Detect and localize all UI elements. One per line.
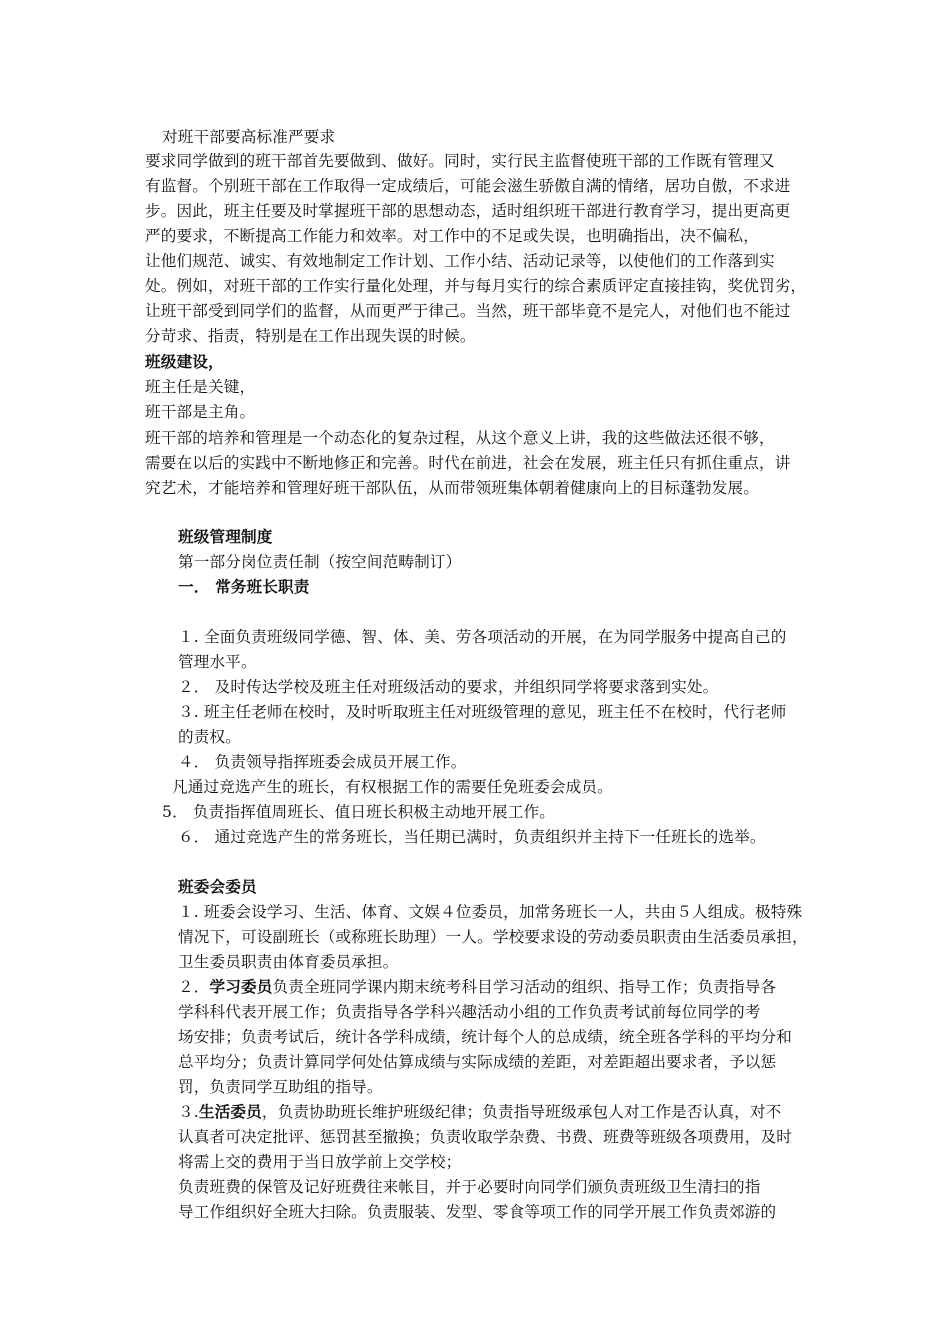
system-heading: 班级管理制度: [178, 527, 273, 546]
list-item: 将需上交的费用于当日放学前上交学校；: [178, 1153, 462, 1171]
list-item: 罚，负责同学互助组的指导。: [178, 1078, 383, 1096]
item-text: ，负责协助班长维护班级纪律；负责指导班级承包人对工作是否认真，对不: [261, 1103, 782, 1121]
list-item: 情况下，可设副班长（或称班长助理）一人。学校要求设的劳动委员职责由生活委员承担，: [178, 928, 808, 946]
paragraph-line: 班干部是主角。: [145, 403, 256, 421]
part1-heading: 第一部分岗位责任制（按空间范畴制订）: [178, 553, 462, 571]
list-item: [178, 1102, 781, 1122]
item-number: ３.: [178, 1103, 199, 1121]
list-item: １. 班委会设学习、生活、体育、文娱４位委员，加常务班长一人，共由５人组成。极特殊: [178, 903, 803, 921]
paragraph-line: 需要在以后的实践中不断地修正和完善。时代在前进，社会在发展，班主任只有抓住重点，讲: [145, 454, 791, 472]
list-item: 的责权。: [178, 728, 241, 746]
list-item: [178, 977, 776, 997]
paragraph-line: 究艺术，才能培养和管理好班干部队伍，从而带领班集体朝着健康向上的目标蓬勃发展。: [145, 479, 760, 497]
list-item: 负责班费的保管及记好班费往来帐目，并于必要时向同学们颁负责班级卫生清扫的指: [178, 1178, 761, 1196]
committee-heading: 班委会委员: [178, 877, 257, 896]
list-item: 总平均分；负责计算同学何处估算成绩与实际成绩的差距，对差距超出要求者，予以惩: [178, 1053, 777, 1071]
paragraph-line: 严的要求，不断提高工作能力和效率。对工作中的不足或失误，也明确指出，决不偏私，: [145, 227, 760, 245]
paragraph-line: 步。因此，班主任要及时掌握班干部的思想动态，适时组织班干部进行教育学习，提出更高更: [145, 202, 791, 220]
study-committee-term: 学习委员: [209, 977, 273, 996]
list-item: 5． 负责指挥值周班长、值日班长积极主动地开展工作。: [162, 803, 556, 821]
paragraph-line: 要求同学做到的班干部首先要做到、做好。同时，实行民主监督使班干部的工作既有管理又: [145, 152, 775, 170]
list-item: １. 全面负责班级同学德、智、体、美、劳各项活动的开展，在为同学服务中提高自己的: [178, 628, 787, 646]
list-item: 学科科代表开展工作；负责指导各学科兴趣活动小组的工作负责考试前每位同学的考: [178, 1003, 761, 1021]
item-text: 负责全班同学课内期末统考科目学习活动的组织、指导工作；负责指导各: [272, 978, 777, 996]
list-item: ２． 及时传达学校及班主任对班级活动的要求，并组织同学将要求落到实处。: [178, 678, 719, 696]
item-number: ２．: [178, 978, 210, 996]
life-committee-term: 生活委员: [198, 1102, 262, 1121]
paragraph-line: 让班干部受到同学们的监督，从而更严于律己。当然，班干部毕竟不是完人，对他们也不能过: [145, 302, 791, 320]
paragraph-line: 分苛求、指责，特别是在工作出现失误的时候。: [145, 327, 476, 345]
list-item: 卫生委员职责由体育委员承担。: [178, 953, 399, 971]
paragraph-line: 班主任是关键，: [145, 378, 256, 396]
list-item: 凡通过竞选产生的班长，有权根据工作的需要任免班委会成员。: [172, 778, 613, 796]
paragraph-line: 班干部的培养和管理是一个动态化的复杂过程，从这个意义上讲，我的这些做法还很不够，: [145, 429, 775, 447]
monitor-heading: 一． 常务班长职责: [178, 577, 310, 596]
list-item: ３. 班主任老师在校时，及时听取班主任对班级管理的意见，班主任不在校时，代行老师: [178, 703, 787, 721]
list-item: 认真者可决定批评、惩罚甚至撤换；负责收取学杂费、书费、班费等班级各项费用，及时: [178, 1128, 793, 1146]
list-item: 场安排；负责考试后，统计各学科成绩，统计每个人的总成绩，统全班各学科的平均分和: [178, 1028, 793, 1046]
list-item: 管理水平。: [178, 653, 257, 671]
list-item: 导工作组织好全班大扫除。负责服装、发型、零食等项工作的同学开展工作负责郊游的: [178, 1203, 777, 1221]
paragraph-line: 处。例如，对班干部的工作实行量化处理，并与每月实行的综合素质评定直接挂钩，奖优罚劣，: [145, 277, 807, 295]
paragraph-line: 让他们规范、诚实、有效地制定工作计划、工作小结、活动记录等，以使他们的工作落到实: [145, 252, 775, 270]
paragraph-line: 有监督。个别班干部在工作取得一定成绩后，可能会滋生骄傲自满的情绪，居功自傲，不求进: [145, 177, 791, 195]
section-title: 对班干部要高标准严要求: [162, 128, 336, 146]
class-build-heading: 班级建设，: [145, 352, 224, 371]
list-item: ４． 负责领导指挥班委会成员开展工作。: [178, 753, 467, 771]
list-item: ６． 通过竞选产生的常务班长，当任期已满时，负责组织并主持下一任班长的选举。: [178, 828, 766, 846]
